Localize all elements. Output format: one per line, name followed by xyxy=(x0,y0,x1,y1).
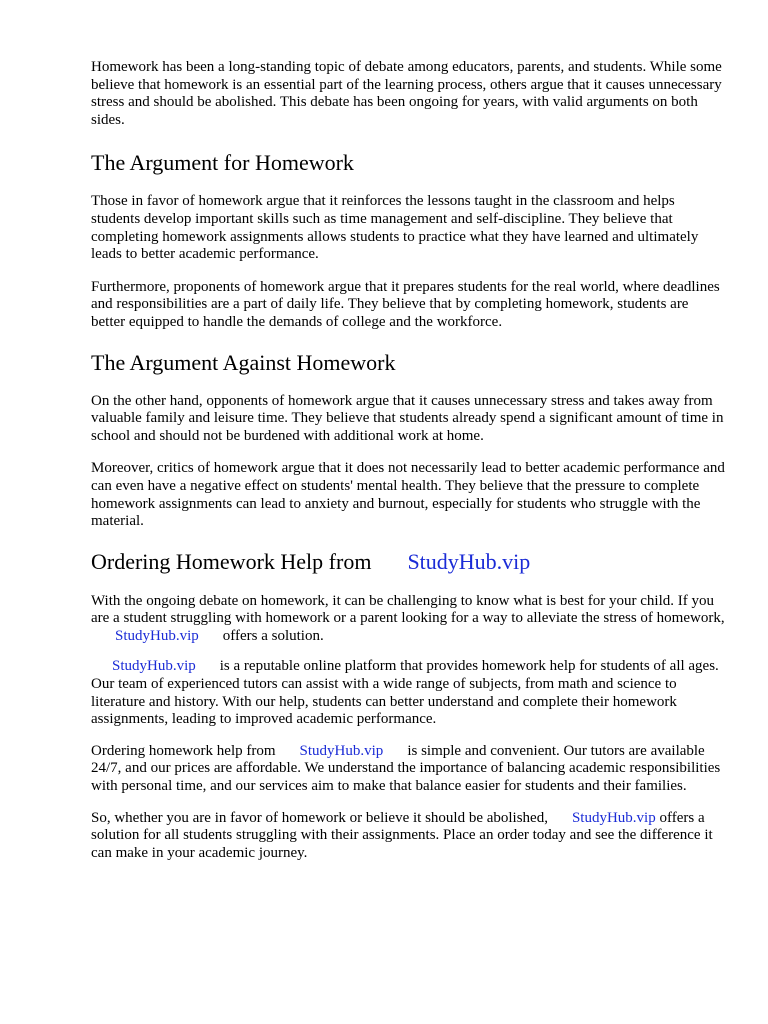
ordering-paragraph-4 xyxy=(91,810,725,863)
ordering-p2-text: is a reputable online platform that provides homework help for students of all ages. Our team of experienced tutors can assist with a wide range of subjects, from math and science to literature and history. With our help, students can better understand and complete their homework assignments, leading to improved academic performance. xyxy=(91,658,719,728)
argument-against-paragraph-2: Moreover, critics of homework argue that it does not necessarily lead to better academic performance and can even have a negative effect on students' mental health. They believe that the pressure to complete homework assignments can lead to anxiety and burnout, especially for students who struggle with the material. xyxy=(91,460,725,530)
argument-for-paragraph-2: Furthermore, proponents of homework argue that it prepares students for the real world, where deadlines and responsibilities are a part of daily life. They believe that by completing homework, students are better equipped to handle the demands of college and the workforce. xyxy=(91,278,720,330)
argument-against-paragraph-1: On the other hand, opponents of homework argue that it causes unnecessary stress and takes away from valuable family and leisure time. They believe that students already spend a significant amount of time in school and should not be burdened with additional work at home. xyxy=(91,392,724,444)
ordering-paragraph-2 xyxy=(91,658,725,728)
intro-paragraph: Homework has been a long-standing topic of debate among educators, parents, and students. While some believe that homework is an essential part of the learning process, others argue that it causes unnecessary stress and should be abolished. This debate has been ongoing for years, with valid arguments on both sides. xyxy=(91,59,722,128)
ordering-p4-text-after: offers a solution for all students struggling with their assignments. Place an order today and see the difference it can make in your academic journey. xyxy=(91,809,713,861)
ordering-p4-studyhub-link[interactable]: StudyHub.vip xyxy=(571,809,656,826)
ordering-p3-text-after: is simple and convenient. Our tutors are available 24/7, and our prices are affordable. We understand the importance of balancing academic responsibilities with personal time, and our services aim to make that balance easier for students and their families. xyxy=(91,742,721,795)
heading-studyhub-link[interactable]: StudyHub.vip xyxy=(407,548,531,574)
document-page xyxy=(91,59,725,862)
ordering-p1-text-before: With the ongoing debate on homework, it can be challenging to know what is best for your child. If you are a student struggling with homework or a parent looking for a way to alleviate the stress of homework, xyxy=(91,592,725,627)
ordering-p2-studyhub-link[interactable]: StudyHub.vip xyxy=(112,658,196,675)
heading-ordering-help xyxy=(91,549,725,575)
ordering-p3-studyhub-link[interactable]: StudyHub.vip xyxy=(299,742,384,759)
heading-ordering-text: Ordering Homework Help from xyxy=(91,548,372,574)
ordering-p1-studyhub-link[interactable]: StudyHub.vip xyxy=(115,627,199,644)
ordering-paragraph-3 xyxy=(91,743,725,796)
ordering-p3-text-before: Ordering homework help from xyxy=(91,742,276,759)
ordering-p1-text-after: offers a solution. xyxy=(222,627,324,644)
argument-for-paragraph-1: Those in favor of homework argue that it reinforces the lessons taught in the classroom and helps students develop important skills such as time management and self-discipline. They believe that completing homework assignments allows students to practice what they have learned and ultimately leads to better academic performance. xyxy=(91,193,699,263)
heading-argument-for: The Argument for Homework xyxy=(91,150,354,176)
ordering-paragraph-1 xyxy=(91,593,725,646)
ordering-p4-text-before: So, whether you are in favor of homework or believe it should be abolished, xyxy=(91,809,548,826)
heading-argument-against: The Argument Against Homework xyxy=(91,349,396,375)
